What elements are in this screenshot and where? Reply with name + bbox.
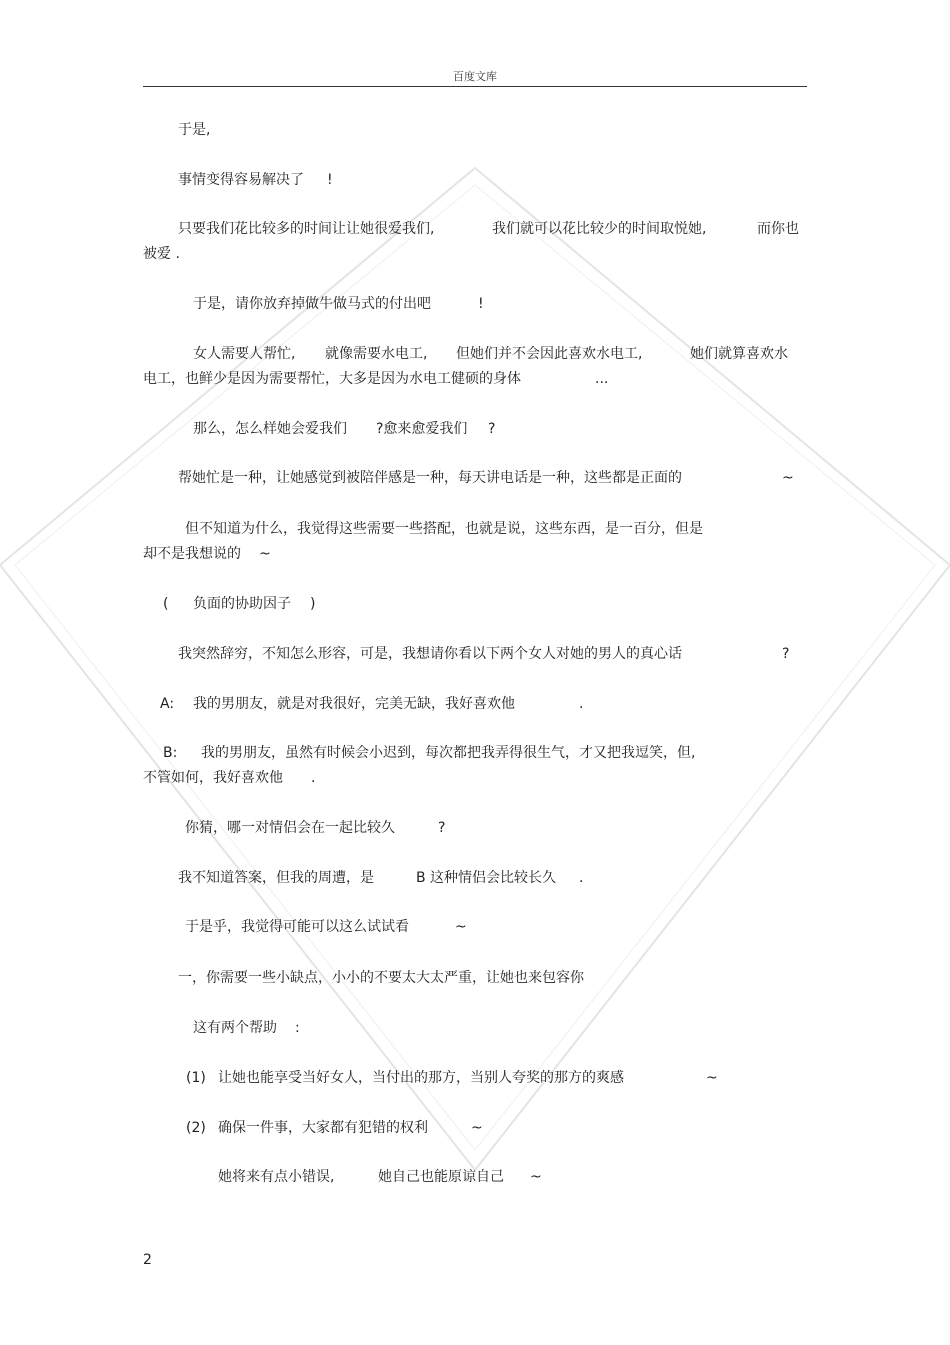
text-line: 却不是我想说的 <box>143 546 241 562</box>
text-line: ! <box>327 172 333 188</box>
text-line: : <box>295 1020 300 1036</box>
text-line: 我的男朋友，虽然有时候会小迟到，每次都把我弄得很生气，才又把我逗笑，但, <box>201 745 696 761</box>
text-line: (2) <box>186 1120 206 1136</box>
text-line: 帮她忙是一种，让她感觉到被陪伴感是一种，每天讲电话是一种，这些都是正面的 <box>178 470 682 486</box>
text-line: A: <box>160 696 175 712</box>
text-line: 于是, <box>178 122 211 138</box>
text-line: 就像需要水电工, <box>325 346 428 362</box>
text-line: 这有两个帮助 <box>193 1020 277 1036</box>
text-line: ~ <box>259 546 271 562</box>
text-line: ~ <box>706 1070 718 1086</box>
text-line: 我不知道答案，但我的周遭，是 <box>178 870 374 886</box>
text-line: ? <box>488 421 496 437</box>
text-line: 而你也 <box>757 221 799 237</box>
text-line: 我们就可以花比较少的时间取悦她, <box>492 221 707 237</box>
text-line: 她自己也能原谅自己 <box>378 1169 504 1185</box>
text-line: 但不知道为什么，我觉得这些需要一些搭配，也就是说，这些东西，是一百分，但是 <box>185 521 703 537</box>
text-line: B: <box>163 745 178 761</box>
text-line: 电工，也鲜少是因为需要帮忙，大多是因为水电工健硕的身体 <box>143 371 521 387</box>
text-line: ( <box>163 596 169 612</box>
text-line: 事情变得容易解决了 <box>178 172 304 188</box>
text-line: 一，你需要一些小缺点，小小的不要太大太严重，让她也来包容你 <box>178 970 584 986</box>
text-line: ~ <box>455 919 467 935</box>
text-line: ? <box>438 820 446 836</box>
text-line: 让她也能享受当好女人，当付出的那方，当别人夸奖的那方的爽感 <box>218 1070 624 1086</box>
text-line: 于是乎，我觉得可能可以这么试试看 <box>185 919 409 935</box>
text-line: 她将来有点小错误, <box>218 1169 335 1185</box>
text-line: ?愈来愈爱我们 <box>376 421 468 437</box>
text-line: 那么，怎么样她会爱我们 <box>193 421 347 437</box>
text-line: ? <box>782 646 790 662</box>
text-line: ) <box>310 596 316 612</box>
text-line: . <box>311 770 316 786</box>
text-line: B 这种情侣会比较长久 <box>416 870 557 886</box>
text-line: 我的男朋友，就是对我很好，完美无缺，我好喜欢他 <box>193 696 515 712</box>
text-line: ... <box>595 371 609 387</box>
text-line: ~ <box>471 1120 483 1136</box>
text-line: 被爱 . <box>143 246 180 262</box>
text-line: 但她们并不会因此喜欢水电工, <box>456 346 643 362</box>
text-line: ! <box>478 296 484 312</box>
text-line: 确保一件事，大家都有犯错的权利 <box>218 1120 428 1136</box>
text-line: 我突然辞穷，不知怎么形容，可是，我想请你看以下两个女人对她的男人的真心话 <box>178 646 682 662</box>
text-line: 负面的协助因子 <box>193 596 291 612</box>
text-line: 不管如何，我好喜欢他 <box>143 770 283 786</box>
text-line: 只要我们花比较多的时间让让她很爱我们, <box>178 221 435 237</box>
header-title: 百度文库 <box>453 70 497 83</box>
text-line: 她们就算喜欢水 <box>690 346 788 362</box>
text-line: 于是，请你放弃掉做牛做马式的付出吧 <box>193 296 431 312</box>
text-line: . <box>579 870 584 886</box>
text-line: 你猜，哪一对情侣会在一起比较久 <box>185 820 395 836</box>
header-divider <box>143 86 807 87</box>
text-line: ~ <box>530 1169 542 1185</box>
text-line: . <box>579 696 584 712</box>
page-number: 2 <box>143 1252 152 1268</box>
text-line: 女人需要人帮忙, <box>193 346 296 362</box>
text-line: ~ <box>782 470 794 486</box>
text-line: (1) <box>186 1070 206 1086</box>
